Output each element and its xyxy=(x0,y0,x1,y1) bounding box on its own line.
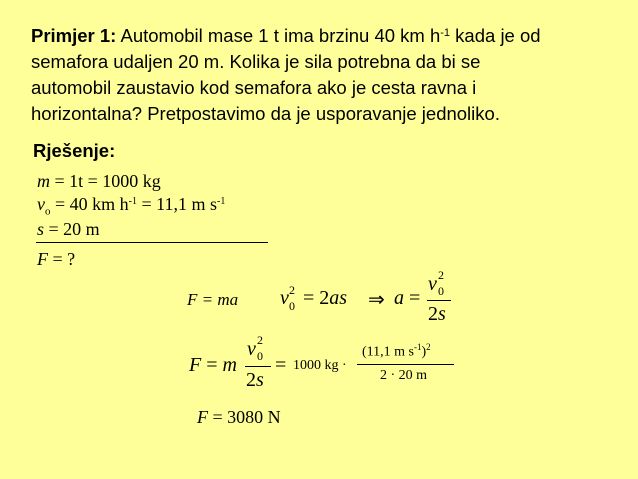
eq3-F: F = m xyxy=(189,354,237,376)
eq3-frac-num-sub: 0 xyxy=(257,349,263,363)
eq2-frac-num: v xyxy=(428,273,437,295)
eq2-sup: 2 xyxy=(289,283,295,297)
solution-heading: Rješenje: xyxy=(33,140,116,161)
eq3-mass: 1000 kg · xyxy=(293,358,347,373)
eq2-fraction-bar xyxy=(427,300,451,301)
given-mass: m = 1t = 1000 kg xyxy=(37,171,161,191)
problem-statement xyxy=(31,23,631,127)
eq3-frac2-den: 2 · 20 m xyxy=(380,368,428,383)
equation-kinematics: v xyxy=(280,287,289,309)
given-velocity: $v_o = 40$ km $h^{-1} = 11,1$ m $s^{-1}$ xyxy=(37,194,226,218)
given-distance: s = 20 m xyxy=(37,219,100,239)
problem-line-3: automobil zaustavio kod semafora ako je cesta ravna i xyxy=(31,77,477,98)
eq3-frac-den: 2s xyxy=(246,369,264,391)
eq2-frac-num-sup: 2 xyxy=(438,268,444,282)
problem-line-2: semafora udaljen 20 m. Kolika je sila potrebna da bi se xyxy=(31,51,481,72)
eq2-frac-num-sub: 0 xyxy=(438,284,444,298)
eq2-rhs: = 2as xyxy=(303,287,348,309)
given-divider xyxy=(36,242,268,243)
find-force: F = ? xyxy=(37,249,76,269)
eq2-frac-den: 2s xyxy=(428,303,446,325)
eq3-fraction2-bar xyxy=(357,364,454,365)
result: F = 3080 N xyxy=(197,407,281,427)
eq2-sub: 0 xyxy=(289,299,295,313)
equation-newton: F = ma xyxy=(187,290,239,309)
eq3-frac-num: v xyxy=(247,338,256,360)
problem-label: Primjer 1: xyxy=(31,25,117,46)
problem-line-4: horizontalna? Pretpostavimo da je usporavanje jednoliko. xyxy=(31,103,500,124)
problem-line-1: Primjer 1: Automobil mase 1 t ima brzinu 40 km $h^{-1}$ kada je od xyxy=(31,25,541,46)
eq3-fraction-bar xyxy=(245,366,271,367)
eq2-a: a = xyxy=(394,287,421,309)
eq3-frac2-num: (11,1 m $s^{-1})^2$ xyxy=(362,342,431,360)
implies-symbol: ⇒ xyxy=(368,289,385,311)
eq3-frac-num-sup: 2 xyxy=(257,333,263,347)
eq3-eq2: = xyxy=(275,354,287,376)
